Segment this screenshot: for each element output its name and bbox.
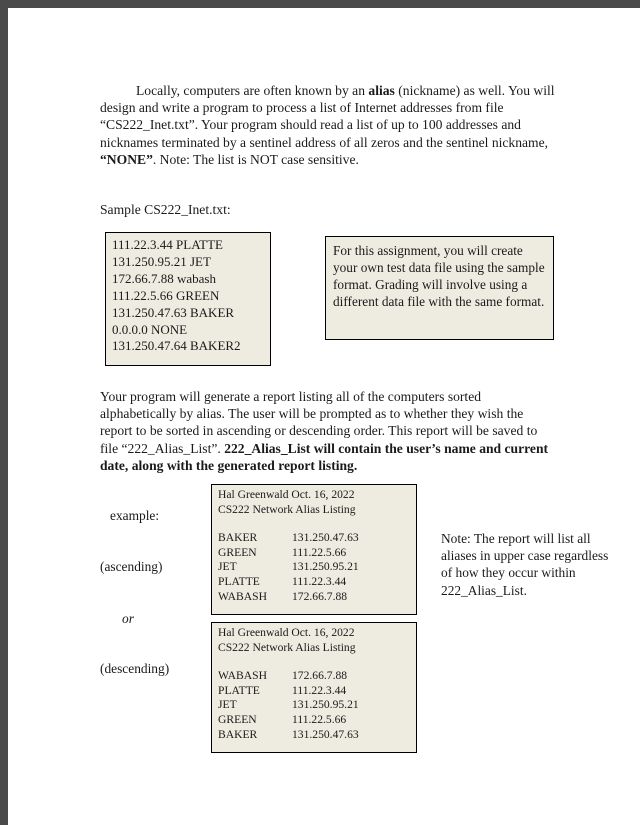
report-row [218,713,410,728]
assignment-note-box: For this assignment, you will create your own test data file using the sample format. Grading will involve using a different data file with the same format. [325,236,554,340]
report-row [218,531,410,546]
report-text-bold: 222_Alias_List will contain the user’s name and current date, along with the generated report listing. [100,440,549,473]
inet-line: 172.66.7.88 wabash [112,270,216,286]
inet-line: 131.250.47.63 BAKER [112,304,235,320]
intro-paragraph [100,82,558,168]
report-row [218,728,410,743]
descending-label: (descending) [100,661,170,676]
ip-cell: 172.66.7.88 [292,589,348,603]
alias-cell: GREEN [218,712,257,726]
alias-cell: PLATTE [218,683,260,697]
report-header-name-date: Hal Greenwald Oct. 16, 2022 [218,626,355,639]
ascending-label: (ascending) [100,559,163,574]
intro-text-1: Locally, computers are often known by an [136,83,369,98]
report-row [218,546,410,561]
report-header-title: CS222 Network Alias Listing [218,502,356,516]
inet-line: 111.22.5.66 GREEN [112,287,220,303]
report-row [218,575,410,590]
alias-cell: BAKER [218,727,258,741]
report-header-title: CS222 Network Alias Listing [218,640,356,654]
report-row [218,698,410,713]
report-text: Your program will generate a report listing all of the computers sorted alphabetically by alias. The user will be prompted as to whether they wish the report to be sorted in ascending or descending order. This report will be saved to file “222_Alias_List”. [100,389,538,456]
inet-line: 0.0.0.0 NONE [112,321,188,337]
ip-cell: 131.250.95.21 [292,560,359,574]
descending-report-box [211,622,417,753]
alias-cell: PLATTE [218,574,260,588]
alias-cell: WABASH [218,669,267,683]
intro-text-3: . Note: The list is NOT case sensitive. [152,151,359,167]
sample-file-box [105,232,271,366]
intro-text-2: (nickname) as well. You will design and write a program to process a list of Internet addresses from file “CS222_Inet.txt”. Your program should read a list of up to 100 addresses and nicknames terminated by a sentinel address of all zeros and the sentinel nickname, [100,83,555,150]
report-row [218,669,410,684]
ip-cell: 111.22.5.66 [292,712,347,726]
report-row [218,590,410,605]
alias-cell: BAKER [218,531,258,545]
uppercase-note: Note: The report will list all aliases in upper case regardless of how they occur within 222_Alias_List. [441,531,609,598]
example-label: example: [110,508,160,523]
ip-cell: 172.66.7.88 [292,669,348,683]
ip-cell: 131.250.95.21 [292,698,359,712]
report-paragraph [100,388,558,474]
alias-cell: GREEN [218,545,257,559]
alias-cell: JET [218,560,237,574]
alias-cell: WABASH [218,589,267,603]
ip-cell: 111.22.5.66 [292,545,347,559]
inet-line: 111.22.3.44 PLATTE [112,237,223,252]
or-label: or [122,611,134,626]
ascending-report-box [211,484,417,615]
report-header [218,488,410,517]
ip-cell: 111.22.3.44 [292,574,347,588]
ip-cell: 131.250.47.63 [292,531,359,545]
alias-cell: JET [218,698,237,712]
report-row [218,560,410,575]
document-page [8,8,640,825]
report-row [218,684,410,699]
inet-line: 131.250.95.21 JET [112,253,211,269]
report-header-name-date: Hal Greenwald Oct. 16, 2022 [218,488,355,501]
report-header [218,626,410,655]
inet-line: 131.250.47.64 BAKER2 [112,338,241,354]
sample-file-label: Sample CS222_Inet.txt: [100,202,231,217]
ip-cell: 131.250.47.63 [292,727,359,741]
ip-cell: 111.22.3.44 [292,683,347,697]
intro-alias-bold: alias [368,83,395,98]
intro-none-bold: “NONE” [100,151,153,167]
